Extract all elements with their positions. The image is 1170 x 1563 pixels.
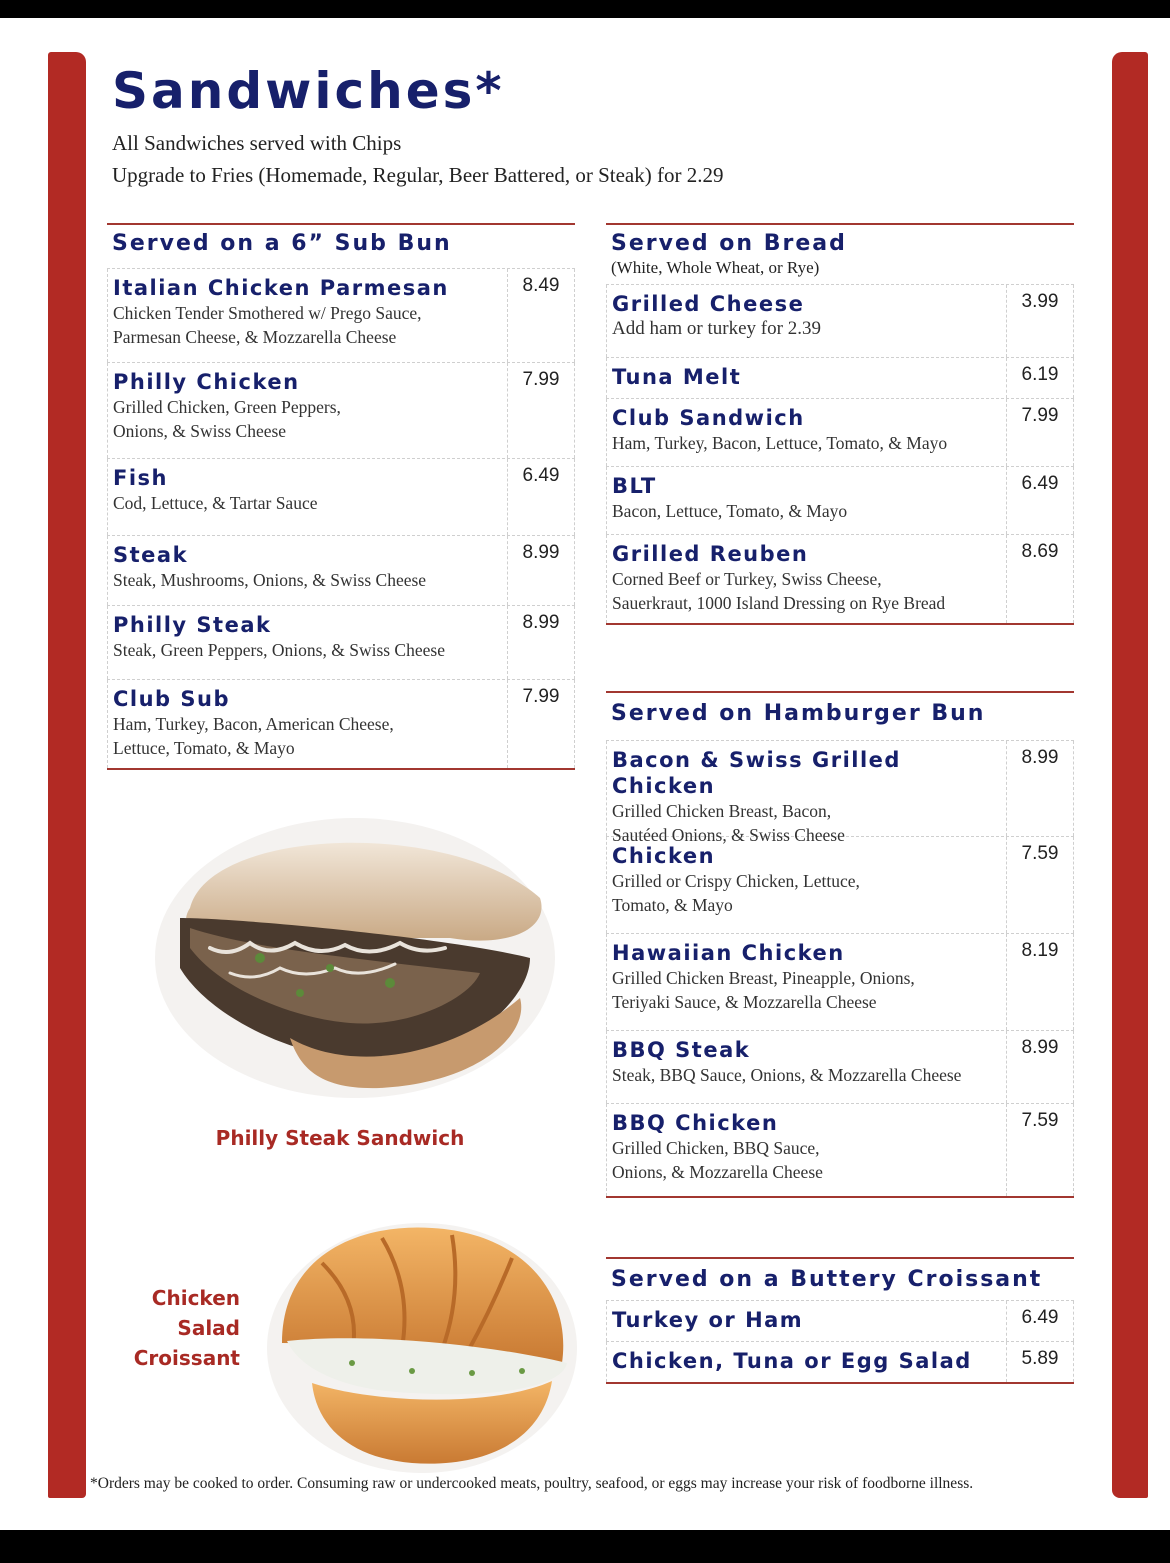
menu-item[interactable] [107, 680, 575, 768]
item-list [606, 740, 1074, 1198]
item-name: Steak [113, 543, 189, 567]
item-price: 8.49 [508, 269, 575, 362]
item-name: Chicken [612, 844, 716, 868]
croissant-caption-line-2: Salad [177, 1316, 240, 1340]
item-price: 6.19 [1007, 358, 1074, 398]
page-title: Sandwiches* [112, 62, 505, 120]
philly-steak-sandwich-photo [150, 798, 560, 1098]
item-price: 8.69 [1007, 535, 1074, 623]
item-desc-2: Sautéed Onions, & Swiss Cheese [612, 825, 845, 845]
item-price: 7.99 [508, 680, 575, 768]
menu-item[interactable] [606, 467, 1074, 535]
item-price: 7.99 [508, 363, 575, 458]
menu-item[interactable] [606, 837, 1074, 934]
item-desc: Grilled Chicken, Green Peppers, [113, 397, 341, 417]
item-desc-2: Tomato, & Mayo [612, 895, 733, 915]
menu-item[interactable] [606, 1031, 1074, 1104]
section-sub-bun [107, 223, 575, 770]
section-hamburger-bun [606, 691, 1074, 1198]
item-price: 3.99 [1007, 285, 1074, 357]
item-desc: Steak, Mushrooms, Onions, & Swiss Cheese [113, 570, 427, 590]
menu-item[interactable] [107, 606, 575, 680]
item-desc: Steak, BBQ Sauce, Onions, & Mozzarella Cheese [612, 1065, 962, 1085]
menu-item[interactable] [606, 934, 1074, 1031]
section-heading: Served on a 6” Sub Bun [107, 223, 575, 268]
section-heading: Served on Hamburger Bun [606, 691, 1074, 740]
item-desc: Grilled Chicken, BBQ Sauce, [612, 1138, 820, 1158]
menu-item[interactable] [606, 1342, 1074, 1382]
item-name: BBQ Steak [612, 1038, 751, 1062]
item-desc: Grilled Chicken Breast, Pineapple, Onions, [612, 968, 915, 988]
item-name: Grilled Reuben [612, 542, 809, 566]
item-desc: Grilled Chicken Breast, Bacon, [612, 801, 832, 821]
item-price: 8.19 [1007, 934, 1074, 1030]
menu-item[interactable] [606, 285, 1074, 358]
item-desc: Ham, Turkey, Bacon, Lettuce, Tomato, & Mayo [612, 433, 948, 453]
item-desc: Corned Beef or Turkey, Swiss Cheese, [612, 569, 882, 589]
item-price: 6.49 [1007, 1301, 1074, 1341]
item-desc-2: Lettuce, Tomato, & Mayo [113, 738, 295, 758]
item-desc-2: Sauerkraut, 1000 Island Dressing on Rye Bread [612, 593, 946, 613]
item-name: Hawaiian Chicken [612, 941, 845, 965]
chicken-salad-croissant-photo [262, 1213, 582, 1478]
section-croissant [606, 1257, 1074, 1384]
item-name: Club Sandwich [612, 406, 805, 430]
menu-item[interactable] [107, 269, 575, 363]
item-price: 7.99 [1007, 399, 1074, 466]
item-price: 5.89 [1007, 1342, 1074, 1382]
item-desc: Grilled or Crispy Chicken, Lettuce, [612, 871, 860, 891]
item-desc: Bacon, Lettuce, Tomato, & Mayo [612, 501, 848, 521]
item-list [107, 268, 575, 770]
item-price: 7.59 [1007, 1104, 1074, 1196]
bread-options-note: (White, Whole Wheat, or Rye) [611, 258, 820, 277]
item-desc: Ham, Turkey, Bacon, American Cheese, [113, 714, 394, 734]
food-safety-footnote: *Orders may be cooked to order. Consuming raw or undercooked meats, poultry, seafood, or eggs may increase your risk of foodborne illness. [90, 1475, 974, 1492]
croissant-caption-line-3: Croissant [133, 1346, 240, 1370]
item-desc: Chicken Tender Smothered w/ Prego Sauce, [113, 303, 422, 323]
item-price: 6.49 [1007, 467, 1074, 534]
menu-item[interactable] [606, 535, 1074, 623]
item-price: 8.99 [508, 536, 575, 605]
item-name: Philly Chicken [113, 370, 300, 394]
item-name: Chicken, Tuna or Egg Salad [612, 1349, 972, 1373]
menu-item[interactable] [606, 1301, 1074, 1342]
item-list [606, 1300, 1074, 1384]
item-price: 8.99 [1007, 1031, 1074, 1103]
section-heading: Served on Bread [606, 223, 1074, 256]
item-price: 6.49 [508, 459, 575, 535]
right-red-border [1112, 52, 1148, 1498]
item-name: Club Sub [113, 687, 231, 711]
croissant-caption [110, 1283, 240, 1373]
item-desc: Steak, Green Peppers, Onions, & Swiss Cheese [113, 640, 445, 660]
menu-item[interactable] [606, 1104, 1074, 1196]
menu-item[interactable] [107, 536, 575, 606]
menu-item[interactable] [606, 741, 1074, 845]
item-name: Turkey or Ham [612, 1308, 804, 1332]
item-list [606, 284, 1074, 625]
menu-item[interactable] [606, 358, 1074, 399]
item-desc-2: Onions, & Swiss Cheese [113, 421, 287, 441]
menu-item[interactable] [107, 459, 575, 536]
item-desc: Cod, Lettuce, & Tartar Sauce [113, 493, 318, 513]
item-name: Tuna Melt [612, 365, 742, 389]
item-desc-2: Teriyaki Sauce, & Mozzarella Cheese [612, 992, 877, 1012]
item-name: Philly Steak [113, 613, 272, 637]
menu-item[interactable] [107, 363, 575, 459]
item-price: 7.59 [1007, 837, 1074, 933]
philly-steak-caption: Philly Steak Sandwich [215, 1126, 465, 1150]
item-desc-2: Parmesan Cheese, & Mozzarella Cheese [113, 327, 397, 347]
item-name: Bacon & Swiss Grilled Chicken [612, 748, 901, 798]
chips-note: All Sandwiches served with Chips [112, 131, 402, 155]
item-desc: Add ham or turkey for 2.39 [612, 318, 821, 339]
item-name: BBQ Chicken [612, 1111, 779, 1135]
fries-upgrade-note: Upgrade to Fries (Homemade, Regular, Beer Battered, or Steak) for 2.29 [112, 163, 724, 187]
item-desc-2: Onions, & Mozzarella Cheese [612, 1162, 823, 1182]
left-red-border [48, 52, 86, 1498]
item-name: BLT [612, 474, 657, 498]
item-price: 8.99 [1007, 741, 1074, 836]
item-name: Italian Chicken Parmesan [113, 276, 449, 300]
item-name: Grilled Cheese [612, 292, 805, 316]
croissant-caption-line-1: Chicken [151, 1286, 240, 1310]
menu-item[interactable] [606, 399, 1074, 467]
menu-page [0, 18, 1170, 1530]
section-bread [606, 223, 1074, 625]
item-price: 8.99 [508, 606, 575, 679]
item-name: Fish [113, 466, 168, 490]
section-heading: Served on a Buttery Croissant [606, 1257, 1074, 1300]
